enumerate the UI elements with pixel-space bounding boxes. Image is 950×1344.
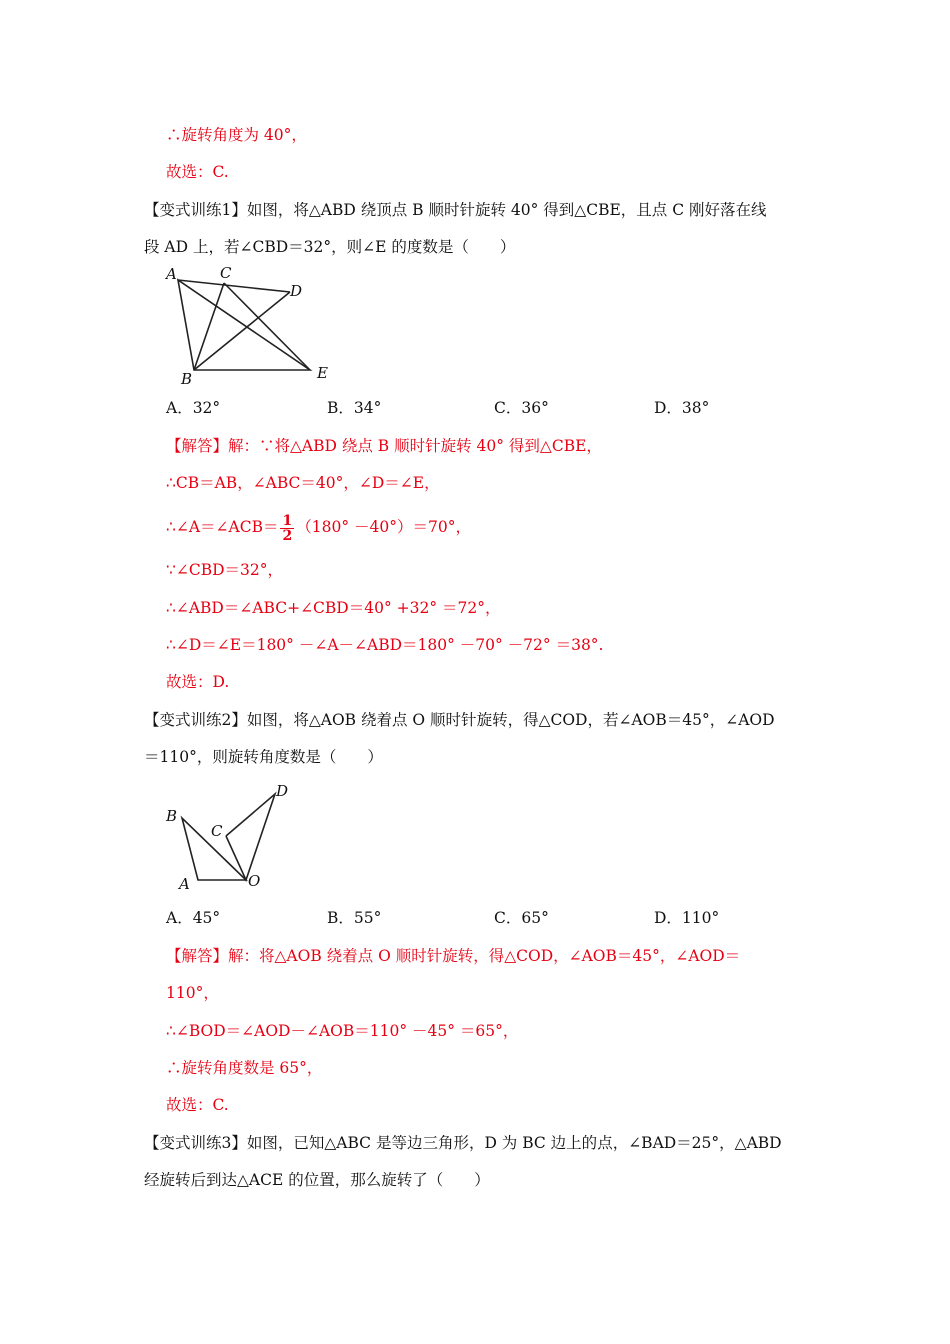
answer-2-line: ∴旋转角度数是 65°，	[166, 1059, 323, 1077]
question-3-text-cont: 经旋转后到达△ACE 的位置，那么旋转了（ ）	[144, 1171, 490, 1189]
label-c: C	[220, 264, 232, 282]
question-1-text-cont: 段 AD 上，若∠CBD＝32°，则∠E 的度数是（ ）	[144, 238, 516, 256]
answer-1-line: ∴CB＝AB，∠ABC＝40°，∠D＝∠E，	[166, 474, 440, 492]
answer-1-line: ∴∠ABD＝∠ABC+∠CBD＝40° +32° ＝72°，	[166, 599, 501, 617]
answer-2-choice: 故选：C.	[166, 1096, 229, 1114]
option-b[interactable]: B．34°	[327, 399, 382, 417]
label-b: B	[181, 370, 193, 388]
answer-1-choice: 故选：D.	[166, 673, 230, 691]
answer-2-line: 【解答】解：将△AOB 绕着点 O 顺时针旋转，得△COD，∠AOB＝45°，∠AOD＝	[166, 947, 741, 965]
label-c: C	[211, 822, 223, 840]
answer-line: ∴旋转角度为 40°，	[166, 126, 307, 144]
answer-choice: 故选：C.	[166, 163, 229, 181]
question-2-text-cont: ＝110°，则旋转角度数是（ ）	[144, 748, 383, 766]
answer-1-line: ∴∠D＝∠E＝180° －∠A－∠ABD＝180° －70° －72° ＝38°.	[166, 636, 604, 654]
fraction-one-half	[280, 514, 294, 543]
answer-1-fraction-suffix: （180° －40°）＝70°，	[296, 518, 471, 536]
label-a: A	[166, 265, 177, 283]
question-1-text: 【变式训练1】如图，将△ABD 绕顶点 B 顺时针旋转 40° 得到△CBE，且点 C 刚好落在线	[144, 201, 767, 219]
answer-1-line: 【解答】解：∵将△ABD 绕点 B 顺时针旋转 40° 得到△CBE，	[166, 437, 602, 455]
label-a: A	[179, 875, 190, 893]
answer-2-line: ∴∠BOD＝∠AOD－∠AOB＝110° －45° ＝65°，	[166, 1022, 519, 1040]
answer-1-fraction-prefix: ∴∠A＝∠ACB＝	[166, 518, 279, 536]
option-c[interactable]: C．36°	[494, 399, 549, 417]
figure-1-diagram	[160, 262, 340, 390]
fraction-denominator: 2	[282, 527, 293, 544]
fraction-numerator: 1	[282, 512, 293, 529]
label-o: O	[248, 872, 261, 890]
option-d[interactable]: D．38°	[654, 399, 710, 417]
question-3-text: 【变式训练3】如图，已知△ABC 是等边三角形，D 为 BC 边上的点，∠BAD＝25°，△ABD	[144, 1134, 782, 1152]
answer-2-line: 110°，	[166, 984, 219, 1002]
label-e: E	[317, 364, 328, 382]
option-b[interactable]: B．55°	[327, 909, 382, 927]
option-d[interactable]: D．110°	[654, 909, 720, 927]
label-b: B	[166, 807, 178, 825]
figure-2-diagram	[160, 778, 300, 896]
segment-bd	[194, 292, 290, 370]
answer-1-fraction-line	[166, 510, 471, 544]
label-d: D	[276, 782, 289, 800]
segment-ad	[178, 280, 290, 292]
answer-1-line: ∵∠CBD＝32°，	[166, 561, 283, 579]
option-a[interactable]: A．45°	[166, 909, 221, 927]
question-2-text: 【变式训练2】如图，将△AOB 绕着点 O 顺时针旋转，得△COD，若∠AOB＝45°，∠AOD	[144, 711, 775, 729]
label-d: D	[290, 282, 303, 300]
option-c[interactable]: C．65°	[494, 909, 549, 927]
option-a[interactable]: A．32°	[166, 399, 221, 417]
